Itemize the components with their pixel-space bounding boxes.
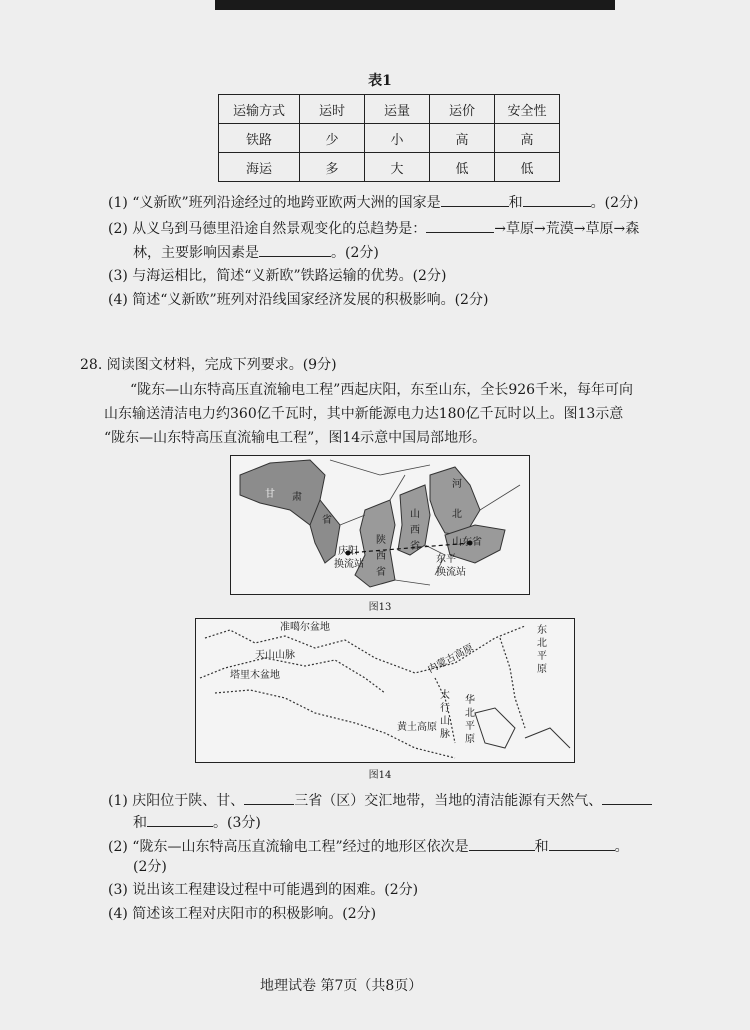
tianshan-label: 天山山脉 [255, 650, 295, 661]
q28-subquestion-2 [108, 836, 629, 857]
figure-13-caption: 图13 [368, 602, 392, 613]
hebei-label: 河 [452, 479, 462, 490]
table-header-cell: 运输方式 [219, 95, 300, 124]
answer-blank[interactable] [426, 218, 494, 233]
q28-s1-score: 。(3分) [213, 815, 261, 831]
answer-blank[interactable] [259, 242, 331, 257]
shanxi-label: 西 [410, 525, 420, 536]
q27-s1-text: (1) “义新欧”班列沿途经过的地跨亚欧两大洲的国家是 [108, 195, 441, 211]
q28-s2-period: 。 [614, 839, 629, 855]
dongping-label: 换流站 [436, 567, 466, 578]
table-header-cell: 运量 [365, 95, 430, 124]
top-edge-bar [215, 0, 615, 10]
answer-blank[interactable] [549, 836, 615, 851]
table-cell: 高 [430, 124, 495, 153]
figure-13-map [230, 455, 530, 595]
q28-s1-and: 和 [133, 815, 147, 831]
q28-s2-text: (2) “陇东—山东特高压直流输电工程”经过的地形区依次是 [108, 839, 469, 855]
table-header-cell: 运价 [430, 95, 495, 124]
taihang-label: 太 [440, 690, 450, 701]
q27-s2-score: 。(2分) [331, 245, 379, 261]
table-cell: 低 [495, 153, 560, 182]
q28-s2-and: 和 [534, 839, 549, 855]
shaanxi-label: 省 [376, 567, 386, 578]
answer-blank[interactable] [244, 790, 294, 805]
q27-s2-sequence: →草原→荒漠→草原→森 [494, 221, 640, 237]
q27-s2-text: (2) 从义乌到马德里沿途自然景观变化的总趋势是： [108, 221, 427, 237]
answer-blank[interactable] [523, 192, 591, 207]
answer-blank[interactable] [147, 812, 213, 827]
q28-paragraph-line: “陇东—山东特高压直流输电工程”，图14示意中国局部地形。 [104, 430, 487, 446]
table-header-cell: 安全性 [495, 95, 560, 124]
gansu-label: 肃 [292, 492, 302, 503]
table-cell: 少 [300, 124, 365, 153]
gansu-label: 省 [322, 515, 332, 526]
answer-blank[interactable] [602, 790, 652, 805]
figure-14-map [195, 618, 575, 763]
table-cell: 多 [300, 153, 365, 182]
shaanxi-label: 西 [376, 551, 386, 562]
answer-blank[interactable] [441, 192, 509, 207]
q28-s1-text: (1) 庆阳位于陕、甘、 [108, 793, 245, 809]
table-cell: 铁路 [219, 124, 300, 153]
transport-table [218, 94, 560, 182]
gansu-label: 甘 [265, 489, 275, 500]
table-row [219, 124, 560, 153]
huabei-plain-label: 平 [465, 721, 475, 732]
q27-subquestion-1 [108, 192, 638, 213]
inner-mongolia-plateau-label: 内蒙古高原 [426, 642, 476, 676]
table-header-cell: 运时 [300, 95, 365, 124]
q28-paragraph-line: 山东输送清洁电力约360亿千瓦时，其中新能源电力达180亿千瓦时以上。图13示意 [104, 406, 624, 422]
table-cell: 大 [365, 153, 430, 182]
shanxi-label: 山 [410, 509, 420, 520]
q28-heading: 28. 阅读图文材料，完成下列要求。(9分) [80, 357, 337, 373]
loess-plateau-label: 黄土高原 [397, 722, 437, 733]
table-title: 表1 [368, 73, 392, 89]
hebei-label: 北 [452, 509, 462, 520]
q28-s2-score: (2分) [133, 859, 167, 875]
dongbei-plain-label: 原 [537, 664, 547, 675]
q28-subquestion-1-cont [133, 812, 261, 833]
table-header-row [219, 95, 560, 124]
shanxi-label: 省 [410, 541, 420, 552]
table-cell: 低 [430, 153, 495, 182]
q28-paragraph-line: “陇东—山东特高压直流输电工程”西起庆阳，东至山东，全长926千米，每年可向 [130, 382, 634, 398]
q27-subquestion-2-cont [133, 242, 379, 263]
qingyang-label: 换流站 [334, 559, 364, 570]
shaanxi-label: 陕 [376, 535, 386, 546]
dongbei-plain-label: 北 [537, 638, 547, 649]
taihang-label: 脉 [440, 729, 450, 740]
q28-subquestion-3: (3) 说出该工程建设过程中可能遇到的困难。(2分) [108, 882, 419, 898]
q28-subquestion-4: (4) 简述该工程对庆阳市的积极影响。(2分) [108, 906, 377, 922]
q27-s1-score: 。(2分) [590, 195, 639, 211]
table-cell: 小 [365, 124, 430, 153]
q27-subquestion-4: (4) 简述“义新欧”班列对沿线国家经济发展的积极影响。(2分) [108, 292, 489, 308]
dongping-label: 东平 [436, 554, 456, 565]
huabei-plain-label: 华 [465, 695, 475, 706]
dongbei-plain-label: 平 [537, 651, 547, 662]
q27-subquestion-2 [108, 218, 639, 239]
answer-blank[interactable] [469, 836, 535, 851]
qingyang-label: 庆阳 [338, 546, 358, 557]
figure-14-caption: 图14 [368, 770, 392, 781]
q27-s1-and: 和 [508, 195, 523, 211]
taihang-label: 行 [440, 703, 450, 714]
q28-subquestion-1 [108, 790, 652, 811]
taihang-label: 山 [440, 716, 450, 727]
junggar-basin-label: 准噶尔盆地 [280, 622, 330, 633]
shandong-label: 山东省 [452, 537, 482, 548]
huabei-plain-label: 北 [465, 708, 475, 719]
table-cell: 海运 [219, 153, 300, 182]
page-footer: 地理试卷 第7页（共8页） [260, 978, 423, 994]
tarim-basin-label: 塔里木盆地 [230, 670, 280, 681]
q28-s1-text-cont: 三省（区）交汇地带，当地的清洁能源有天然气、 [294, 793, 603, 809]
table-row [219, 153, 560, 182]
dongbei-plain-label: 东 [537, 625, 547, 636]
q27-subquestion-3: (3) 与海运相比，简述“义新欧”铁路运输的优势。(2分) [108, 268, 447, 284]
table-cell: 高 [495, 124, 560, 153]
q27-s2-factor: 林，主要影响因素是 [133, 245, 259, 261]
huabei-plain-label: 原 [465, 734, 475, 745]
